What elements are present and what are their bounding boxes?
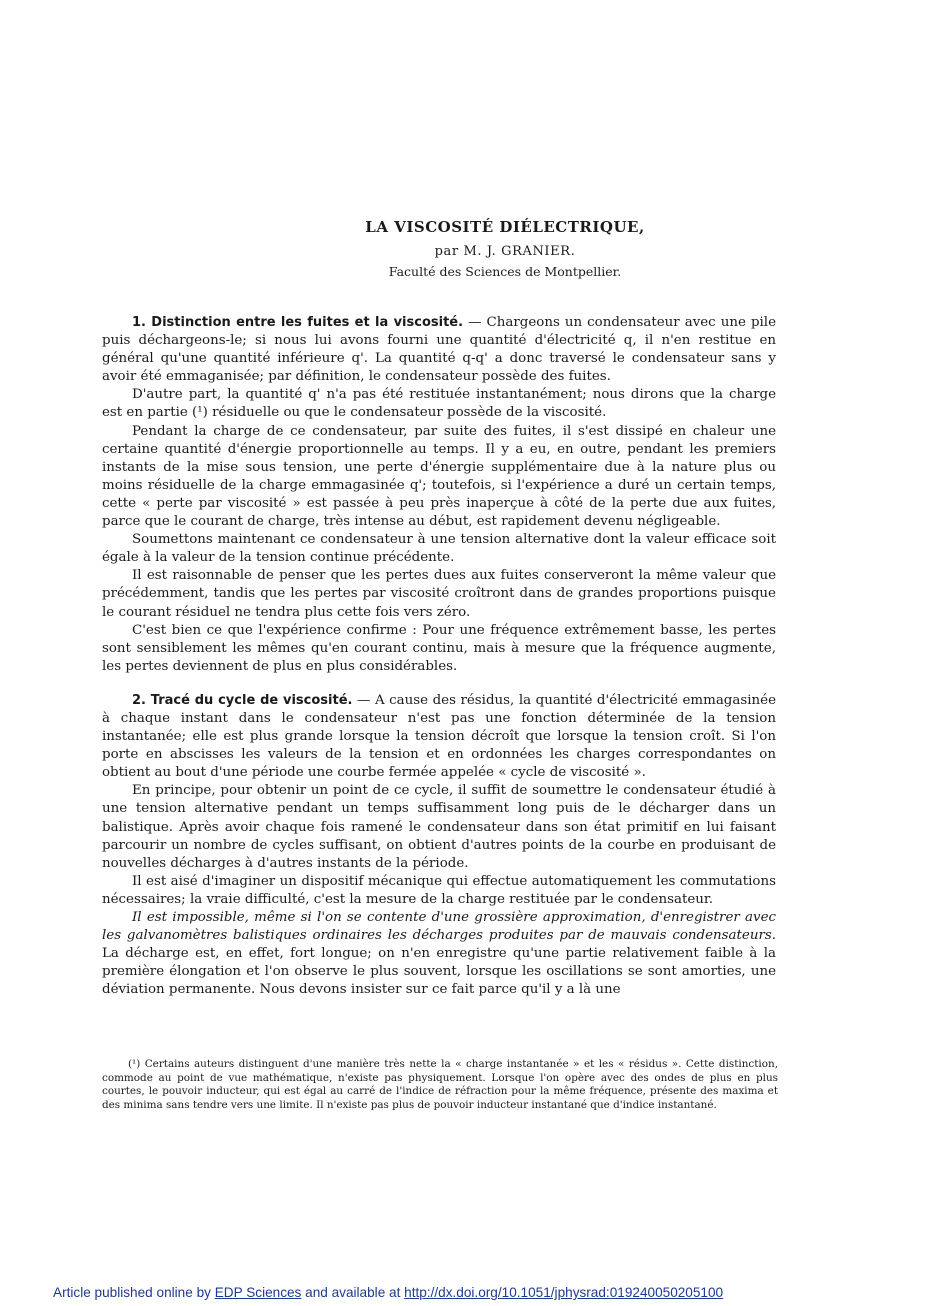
paragraph: C'est bien ce que l'expérience confirme : Pour une fréquence extrêmement basse, les pertes sont sensiblement les mêmes qu'en courant continu, mais à mesure que la fréquence augmente, les pertes deviennent de plus en plus considérables. [102,622,776,674]
italic-statement: Il est impossible, même si l'on se contente d'une grossière approximation, d'enregistrer avec les galvanomètres balistiques ordinaires les décharges produites par de mauvais condensateurs. [102,910,776,944]
paragraph: En principe, pour obtenir un point de ce cycle, il suffit de soumettre le condensateur étudié à une tension alternative pendant un temps suffisamment long puis de le décharger dans un balistique. Après avoir chaque fois ramené le condensateur dans son état primitif en lui faisant parcourir un nombre de cycles suffisant, on obtient d'autres points de la courbe en produisant de nouvelles décharges à d'autres instants de la période. [102,783,776,871]
section-heading: 1. Distinction entre les fuites et la viscosité. [132,315,464,330]
paragraph: Il est aisé d'imaginer un dispositif mécanique qui effectue automatiquement les commutations nécessaires; la vraie difficulté, c'est la mesure de la charge restituée par le condensateur. [102,873,776,907]
footer-prefix: Article published online by [53,1285,211,1300]
paragraph: 2. Tracé du cycle de viscosité. — A cause des résidus, la quantité d'électricité emmagasinée à chaque instant dans le condensateur n'est pas une fonction déterminée de la tension instantanée; elle est plus grande lorsque la tension décroît que lorsque la tension croît. Si l'on porte en abscisses les valeurs de la tension et en ordonnées les charges correspondantes on obtient au bout d'une période une courbe fermée appelée « cycle de viscosité ». [102,692,776,781]
footer-middle: and available at [305,1285,401,1300]
paragraph: D'autre part, la quantité q' n'a pas été restituée instantanément; nous dirons que la charge est en partie (¹) résiduelle ou que le condensateur possède de la viscosité. [102,387,776,421]
article-affiliation: Faculté des Sciences de Montpellier. [388,264,622,279]
article-header [0,218,930,279]
article-title: LA VISCOSITÉ DIÉLECTRIQUE, [365,218,645,236]
edp-sciences-link[interactable]: EDP Sciences [214,1285,302,1300]
footnote-text: (¹) Certains auteurs distinguent d'une manière très nette la « charge instantanée » et les « résidus ». Cette distinction, commode au point de vue mathématique, n'existe pas physiquement. Lorsque l'on opère avec des ondes de plus en plus courtes, le pouvoir inducteur, qui est égal au carré de l'indice de réfraction pour la même fréquence, présente des maxima et des minima sans tendre vers une limite. Il n'existe pas plus de pouvoir inducteur instantané que d'indice instantané. [102,1058,778,1111]
paragraph: 1. Distinction entre les fuites et la viscosité. — Chargeons un condensateur avec une pile puis déchargeons-le; si nous lui avons fourni une quantité d'électricité q, il n'en restitue en général qu'une quantité inférieure q'. La quantité q-q' a donc traversé le condensateur sans y avoir été emmaganisée; par définition, le condensateur possède des fuites. [102,315,777,385]
paragraph: Soumettons maintenant ce condensateur à une tension alternative dont la valeur efficace soit égale à la valeur de la tension continue précédente. [102,532,776,566]
publisher-footer [53,1285,723,1300]
paragraph: Il est impossible, même si l'on se contente d'une grossière approximation, d'enregistrer avec les galvanomètres balistiques ordinaires les décharges produites par de mauvais condensateurs. La décharge est, en effet, fort longue; on n'en enregistre qu'une partie relativement faible à la première élongation et l'on observe le plus souvent, lorsque les oscillations se sont amorties, une déviation permanente. Nous devons insister sur ce fait parce qu'il y a là une [102,910,776,998]
footnote [102,1058,778,1112]
doi-link[interactable]: http://dx.doi.org/10.1051/jphysrad:019240050205100 [404,1285,724,1300]
article-body [102,314,776,999]
paragraph: Il est raisonnable de penser que les pertes dues aux fuites conserveront la même valeur que précédemment, tandis que les pertes par viscosité croîtront dans de grandes proportions puisque le courant résiduel ne tendra plus cette fois vers zéro. [102,568,776,620]
paragraph: Pendant la charge de ce condensateur, par suite des fuites, il s'est dissipé en chaleur une certaine quantité d'énergie proportionnelle au temps. Il y a eu, en outre, pendant les premiers instants de la mise sous tension, une perte d'énergie supplémentaire due à la nature plus ou moins résiduelle de la charge emmagasinée q'; toutefois, si l'expérience a duré un certain temps, cette « perte par viscosité » est passée à peu près inaperçue à côté de la perte due aux fuites, parce que le courant de charge, très intense au début, est rapidement devenu négligeable. [102,423,776,530]
section-heading: 2. Tracé du cycle de viscosité. [132,692,353,708]
article-author: par M. J. GRANIER. [434,244,576,259]
